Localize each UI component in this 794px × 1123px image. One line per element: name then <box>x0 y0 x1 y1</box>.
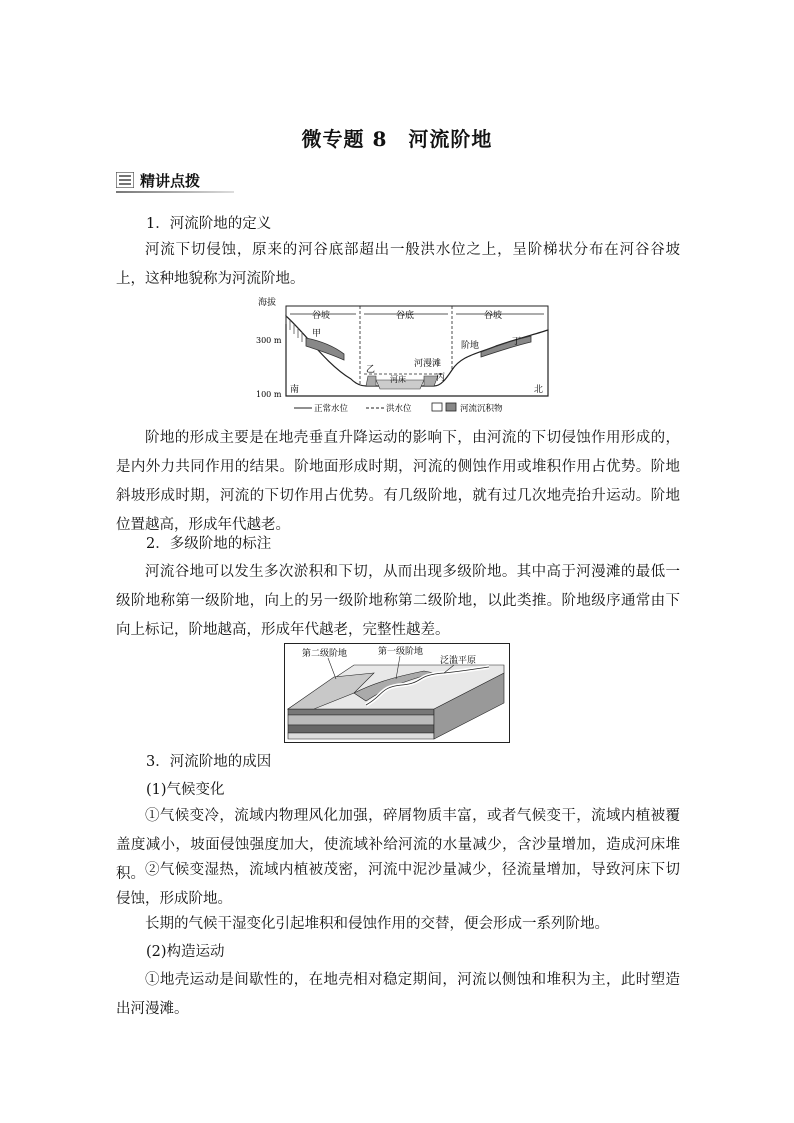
label-floodplain-2: 泛滥平原 <box>440 656 477 666</box>
paragraph-climate-alternation: 长期的气候干湿变化引起堆积和侵蚀作用的交替，便会形成一系列阶地。 <box>145 916 609 932</box>
heading-causes: 3．河流阶地的成因 <box>146 754 272 770</box>
paragraph-climate-wet: ②气候变湿热，流域内植被茂密，河流中泥沙量减少，径流量增加，导致河床下切侵蚀，形成阶地。 <box>116 862 680 907</box>
legend-flood-label: 洪水位 <box>386 404 412 414</box>
legend-water-swatch <box>432 403 442 411</box>
label-bing: 丙 <box>436 373 446 383</box>
label-second-terrace: 第二级阶地 <box>302 649 348 659</box>
y-tick-300: 300 m <box>256 336 282 345</box>
heading-definition: 1．河流阶地的定义 <box>146 216 272 232</box>
label-yi: 乙 <box>366 365 376 375</box>
heading-multilevel: 2．多级阶地的标注 <box>146 536 272 552</box>
valley-cross-section-figure <box>256 294 556 416</box>
label-ding: 丁 <box>512 337 522 347</box>
section-header <box>116 170 236 192</box>
section-icon <box>116 172 134 188</box>
section-rule <box>116 191 234 193</box>
paragraph-definition: 河流下切侵蚀，原来的河谷底部超出一般洪水位之上，呈阶梯状分布在河谷谷坡上，这种地貌称为河流阶地。 <box>116 242 680 287</box>
page-title: 微专题 8 河流阶地 <box>301 127 493 151</box>
subheading-climate: (1)气候变化 <box>146 782 225 798</box>
paragraph-multilevel: 河流谷地可以发生多次淤积和下切，从而出现多级阶地。其中高于河漫滩的最低一级阶地称第一级阶地，向上的另一级阶地称第二级阶地，以此类推。阶地级序通常由下向上标记，阶地越高，形成年代越老，完整性越差。 <box>116 564 680 638</box>
legend-sediment-label: 河流沉积物 <box>460 404 503 414</box>
label-valley-floor: 谷底 <box>396 311 415 321</box>
label-slope-left: 谷坡 <box>312 311 331 321</box>
terrace-block-diagram <box>284 643 510 743</box>
legend-sediment-swatch <box>446 403 456 411</box>
paragraph-tectonic: ①地壳运动是间歇性的，在地壳相对稳定期间，河流以侧蚀和堆积为主，此时塑造出河漫滩。 <box>116 972 680 1017</box>
paragraph-climate-cold: ①气候变冷，流域内物理风化加强，碎屑物质丰富，或者气候变干，流域内植被覆盖度减小，坡面侵蚀强度加大，使流域补给河流的水量减少，含沙量增加，造成河床堆积。 <box>116 808 680 882</box>
label-south: 南 <box>290 385 300 395</box>
label-slope-right: 谷坡 <box>484 311 503 321</box>
label-first-terrace: 第一级阶地 <box>378 647 424 657</box>
y-axis-label: 海拔 <box>258 298 277 308</box>
label-jia: 甲 <box>312 329 322 339</box>
label-north: 北 <box>534 385 544 395</box>
paragraph-formation: 阶地的形成主要是在地壳垂直升降运动的影响下，由河流的下切侵蚀作用形成的，是内外力共同作用的结果。阶地面形成时期，河流的侧蚀作用或堆积作用占优势。阶地斜坡形成时期，河流的下切作用占优势。有几级阶地，就有过几次地壳抬升运动。阶地位置越高，形成年代越老。 <box>116 430 680 533</box>
subheading-tectonic: (2)构造运动 <box>146 944 225 960</box>
y-tick-100: 100 m <box>256 390 282 399</box>
label-terrace: 阶地 <box>461 341 480 351</box>
label-riverbed: 河床 <box>390 375 406 384</box>
section-label: 精讲点拨 <box>140 172 201 190</box>
label-floodplain: 河漫滩 <box>414 359 442 369</box>
legend-normal-label: 正常水位 <box>314 404 349 414</box>
